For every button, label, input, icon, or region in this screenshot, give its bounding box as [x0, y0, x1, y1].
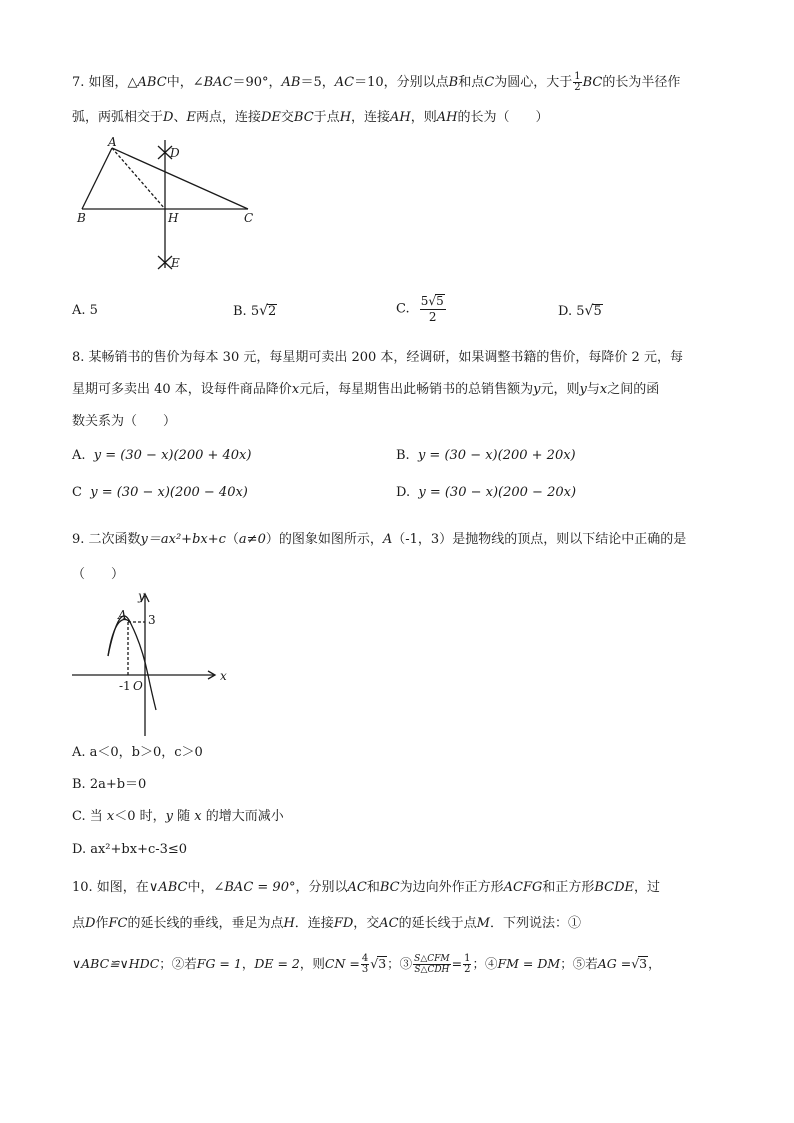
label-e: E: [171, 256, 180, 270]
q9-option-d[interactable]: D. ax²+bx+c-3≤0: [72, 842, 188, 857]
q8-option-d[interactable]: D. y = (30 − x)(200 − 20x): [396, 485, 577, 500]
q9-option-a[interactable]: A. a＜0，b＞0，c＞0: [72, 745, 203, 760]
q9-parabola-figure: [66, 586, 246, 741]
q9-option-c[interactable]: C. 当 x＜0 时，y 随 x 的增大而减小: [72, 809, 284, 824]
q7-line-1: 7. 如图，△ABC中，∠BAC＝90°，AB＝5，AC＝10，分别以点B和点C为圆心，大于 $\frac{1}{2}$ BC的长为半径作: [72, 71, 681, 93]
label-h: H: [168, 211, 179, 225]
half-fraction: $\frac{1}{2}$: [574, 71, 581, 93]
label-x: x: [220, 669, 227, 683]
label-origin: O: [133, 679, 143, 693]
segment-ah: [112, 148, 165, 209]
q8-option-a[interactable]: A. y = (30 − x)(200 + 40x): [72, 448, 252, 463]
label-vertex-a: A: [118, 608, 127, 622]
q8-line-3: 数关系为（ ）: [72, 414, 177, 429]
label-b: B: [77, 211, 86, 225]
label-minus-one: -1: [119, 679, 131, 693]
label-a: A: [108, 135, 117, 149]
q7-option-a[interactable]: A. 5: [72, 303, 98, 318]
q8-option-b[interactable]: B. y = (30 − x)(200 + 20x): [396, 448, 576, 463]
q9-line-2: （ ）: [72, 567, 125, 582]
q8-line-1: 8. 某畅销书的售价为每本 30 元，每星期可卖出 200 本，经调研，如果调整书籍的售价，每降价 2 元，每: [72, 350, 683, 365]
q8-line-2: 星期可多卖出 40 本，设每件商品降价x元后，每星期售出此畅销书的总销售额为y元，则y与x之间的函: [72, 382, 660, 397]
q7-line-2: 弧，两弧相交于D、E两点，连接DE交BC于点H，连接AH，则AH的长为（ ）: [72, 110, 549, 125]
label-y: y: [138, 589, 145, 603]
label-d: D: [170, 146, 180, 160]
q8-option-c[interactable]: C y = (30 − x)(200 − 40x): [72, 485, 248, 500]
side-ab: [82, 148, 112, 209]
q9-line-1: 9. 二次函数y＝ax²+bx+c（a≠0）的图象如图所示，A（-1，3）是抛物线的顶点，则以下结论中正确的是: [72, 532, 687, 547]
label-three: 3: [148, 613, 156, 627]
q7-option-b[interactable]: B. 5√2: [233, 303, 277, 319]
side-ac: [112, 148, 248, 209]
q10-line-1: 10. 如图，在∨ABC中，∠BAC = 90°，分别以AC和BC为边向外作正方形ACFG和正方形BCDE，过: [72, 880, 661, 895]
q7-triangle-figure: [70, 134, 270, 274]
q7-option-d[interactable]: D. 5√5: [558, 303, 602, 319]
q10-line-3: ∨ABC≌∨HDC；②若FG = 1，DE = 2，则CN = $\frac{4}{3}$ √3；③ $\frac{\text{S△CFM}}{\text{S△CDH}}$ = $\frac{1}{2}$ ；④FM = DM；⑤若AG =√3，: [72, 953, 661, 975]
q10-line-2: 点D作FC的延长线的垂线，垂足为点H．连接FD，交AC的延长线于点M．下列说法：①: [72, 916, 581, 931]
parabola-curve-top: [108, 619, 130, 656]
label-c: C: [244, 211, 254, 225]
q9-option-b[interactable]: B. 2a+b＝0: [72, 777, 147, 792]
q7-option-c[interactable]: C. $\frac{5√5}{2}$: [396, 294, 444, 324]
